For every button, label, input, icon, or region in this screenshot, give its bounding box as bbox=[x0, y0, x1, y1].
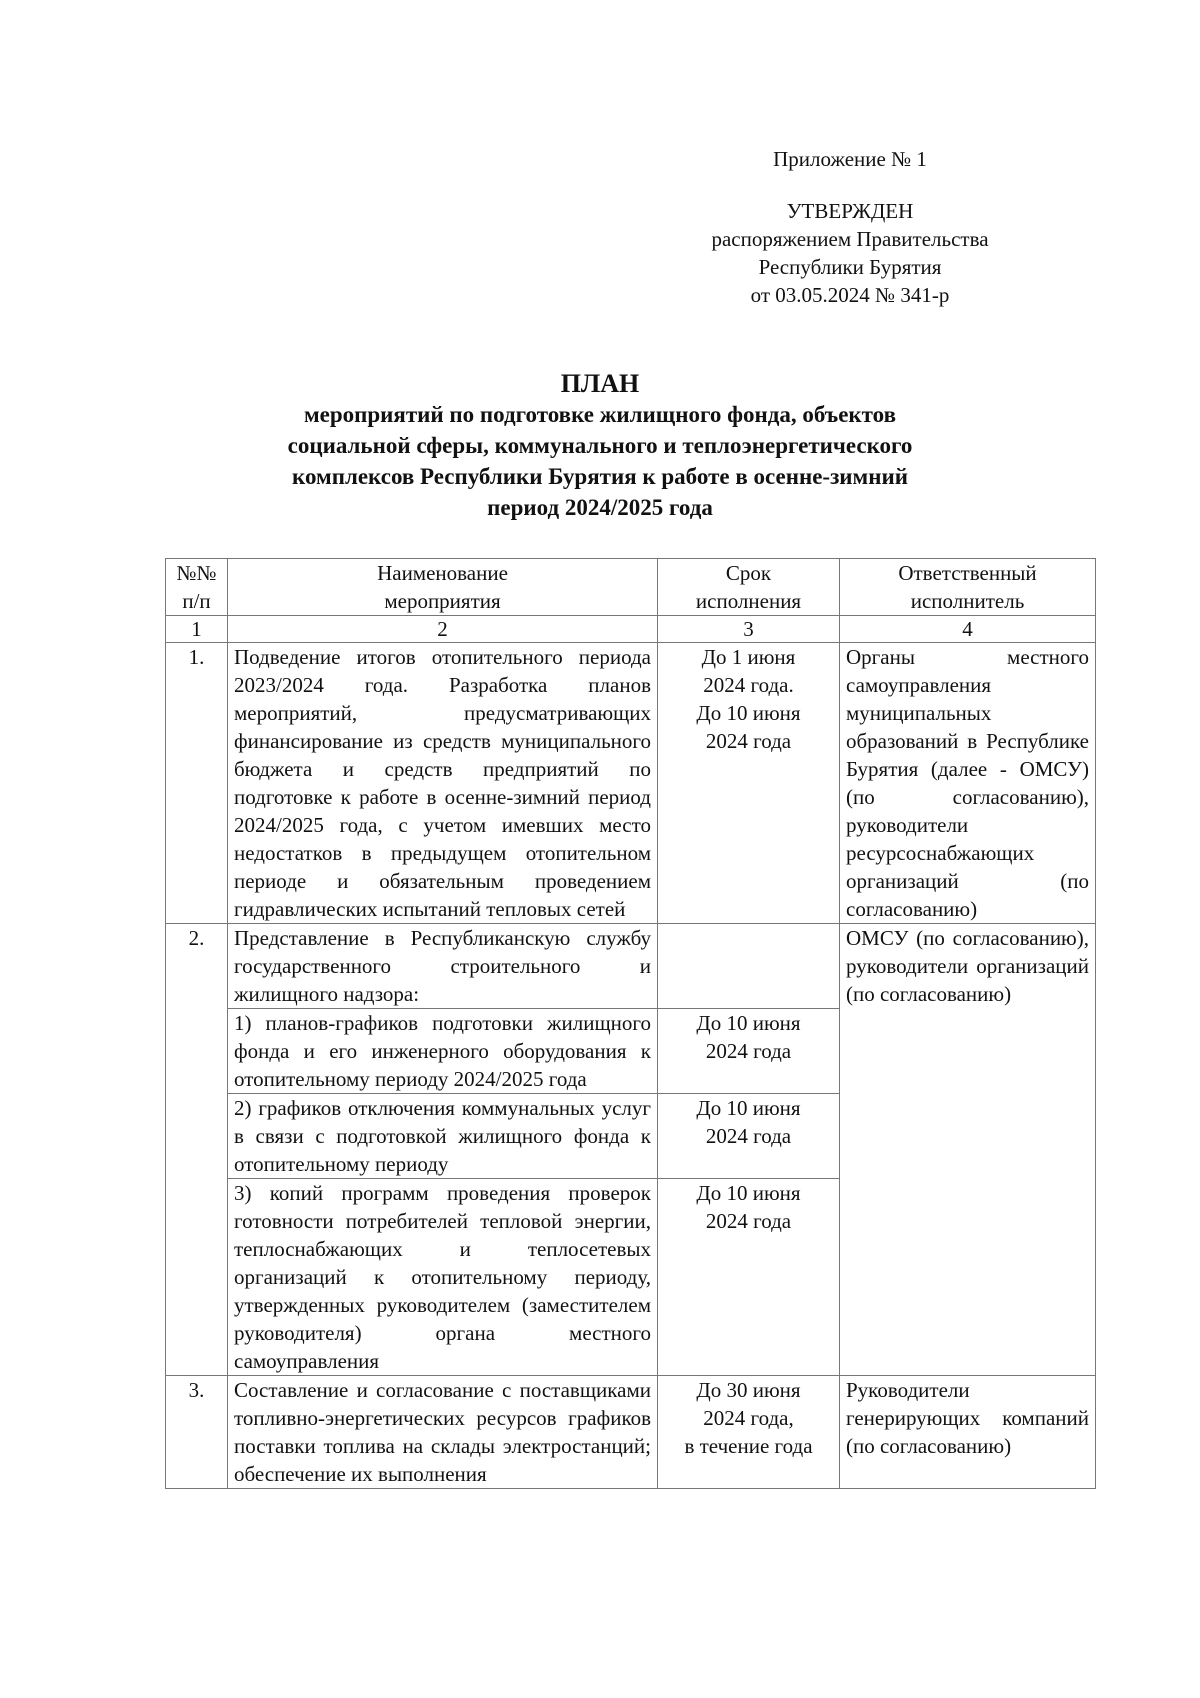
header-number-line-2: п/п bbox=[182, 589, 211, 613]
subrow-name: 3) копий программ проведения проверок готовности потребителей тепловой энергии, теплоснабжающих и теплосетевых организаций к отопительному периоду, утвержденных руководителем (заместителем руководителя) органа местного самоуправления bbox=[228, 1179, 658, 1376]
row-term bbox=[658, 643, 840, 924]
row-term-line: До 30 июня bbox=[696, 1378, 801, 1402]
plan-table bbox=[165, 558, 1096, 1489]
row-number: 1. bbox=[166, 643, 228, 924]
header-name bbox=[228, 559, 658, 616]
header-term bbox=[658, 559, 840, 616]
header-term-line-2: исполнения bbox=[695, 589, 802, 613]
approval-block bbox=[700, 145, 1000, 309]
row-number: 2. bbox=[166, 924, 228, 1376]
appendix-label: Приложение № 1 bbox=[773, 147, 927, 171]
row-name: Составление и согласование с поставщиками топливно-энергетических ресурсов графиков поставки топлива на склады электростанций; обеспечение их выполнения bbox=[228, 1376, 658, 1489]
approval-date: от 03.05.2024 № 341-р bbox=[750, 283, 950, 307]
row-term-empty bbox=[658, 924, 840, 1009]
approved-label: УТВЕРЖДЕН bbox=[786, 199, 914, 223]
row-term-line: 2024 года. bbox=[703, 673, 794, 697]
column-number: 1 bbox=[166, 616, 228, 643]
header-term-line-1: Срок bbox=[725, 561, 772, 585]
column-number: 2 bbox=[228, 616, 658, 643]
document-title bbox=[160, 368, 1040, 523]
row-term-line: До 10 июня bbox=[696, 1181, 801, 1205]
row-term-line: 2024 года bbox=[705, 729, 792, 753]
subrow-name: 1) планов-графиков подготовки жилищного фонда и его инженерного оборудования к отопительному периоду 2024/2025 года bbox=[228, 1009, 658, 1094]
header-number bbox=[166, 559, 228, 616]
table-row bbox=[166, 924, 1096, 1009]
title-line-2: социальной сферы, коммунального и теплоэнергетического bbox=[287, 433, 913, 458]
subrow-term bbox=[658, 1094, 840, 1179]
column-number: 3 bbox=[658, 616, 840, 643]
approved-by-line-1: распоряжением Правительства bbox=[711, 227, 989, 251]
title-line-3: комплексов Республики Бурятия к работе в осенне-зимний bbox=[292, 464, 908, 489]
header-number-line-1: №№ bbox=[176, 561, 217, 585]
subrow-name: 2) графиков отключения коммунальных услуг в связи с подготовкой жилищного фонда к отопительному периоду bbox=[228, 1094, 658, 1179]
column-number-row bbox=[166, 616, 1096, 643]
row-term-line: в течение года bbox=[684, 1434, 813, 1458]
row-name: Подведение итогов отопительного периода 2023/2024 года. Разработка планов мероприятий, предусматривающих финансирование из средств муниципального бюджета и средств предприятий по подготовке к работе в осенне-зимний период 2024/2025 года, с учетом имевших место недостатков в предыдущем отопительном периоде и обязательным проведением гидравлических испытаний тепловых сетей bbox=[228, 643, 658, 924]
row-responsible: ОМСУ (по согласованию), руководители организаций (по согласованию) bbox=[840, 924, 1096, 1376]
approved-by-line-2: Республики Бурятия bbox=[758, 255, 942, 279]
row-term-line: 2024 года bbox=[705, 1209, 792, 1233]
row-term-line: До 1 июня bbox=[701, 645, 796, 669]
row-name: Представление в Республиканскую службу государственного строительного и жилищного надзора: bbox=[228, 924, 658, 1009]
row-term-line: До 10 июня bbox=[696, 701, 801, 725]
row-responsible: Руководители генерирующих компаний (по согласованию) bbox=[840, 1376, 1096, 1489]
title-heading: ПЛАН bbox=[560, 369, 640, 398]
row-term-line: До 10 июня bbox=[696, 1096, 801, 1120]
row-term bbox=[658, 1376, 840, 1489]
table-row bbox=[166, 1376, 1096, 1489]
row-responsible: Органы местного самоуправления муниципальных образований в Республике Бурятия (далее - ОМСУ) (по согласованию), руководители ресурсоснабжающих организаций (по согласованию) bbox=[840, 643, 1096, 924]
title-line-4: период 2024/2025 года bbox=[487, 495, 713, 520]
row-number: 3. bbox=[166, 1376, 228, 1489]
header-name-line-1: Наименование bbox=[377, 561, 508, 585]
table-row bbox=[166, 643, 1096, 924]
column-number: 4 bbox=[840, 616, 1096, 643]
header-responsible bbox=[840, 559, 1096, 616]
row-term-line: 2024 года bbox=[705, 1124, 792, 1148]
subrow-term bbox=[658, 1009, 840, 1094]
header-responsible-line-2: исполнитель bbox=[910, 589, 1025, 613]
row-term-line: 2024 года bbox=[705, 1039, 792, 1063]
subrow-term bbox=[658, 1179, 840, 1376]
row-term-line: До 10 июня bbox=[696, 1011, 801, 1035]
row-term-line: 2024 года, bbox=[703, 1406, 794, 1430]
table-header-row bbox=[166, 559, 1096, 616]
header-responsible-line-1: Ответственный bbox=[898, 561, 1037, 585]
title-line-1: мероприятий по подготовке жилищного фонда, объектов bbox=[303, 402, 897, 427]
header-name-line-2: мероприятия bbox=[384, 589, 501, 613]
